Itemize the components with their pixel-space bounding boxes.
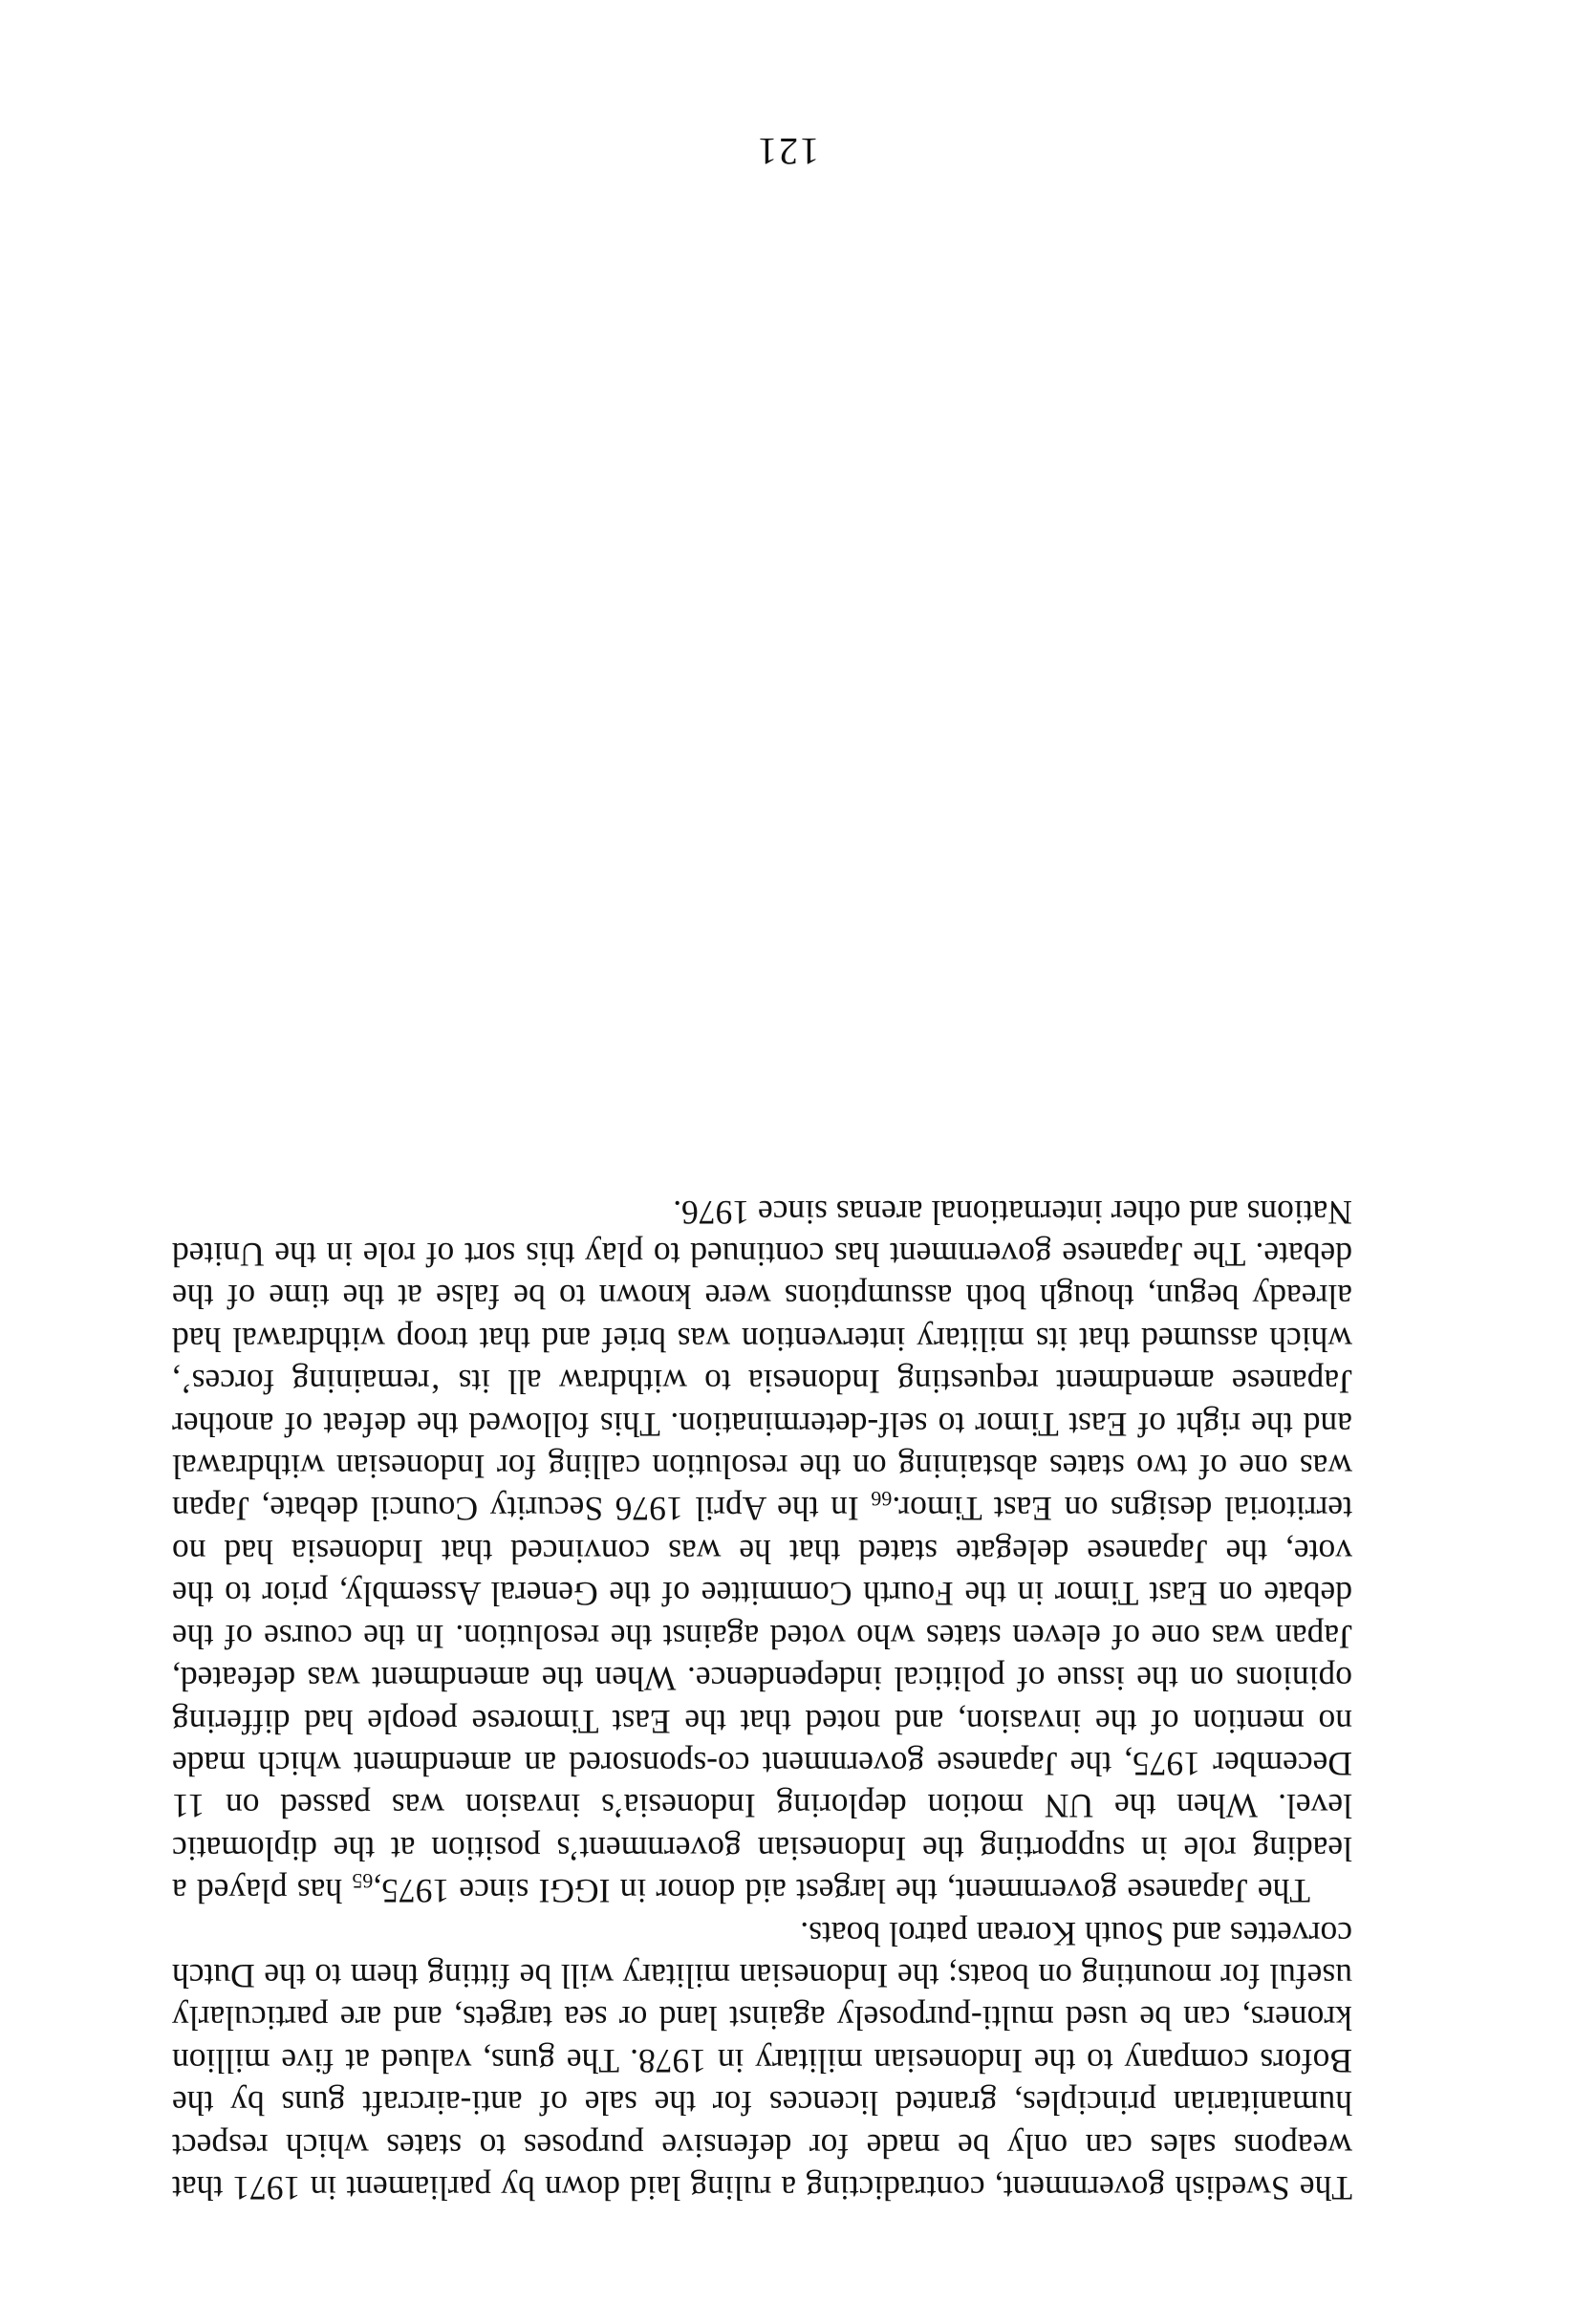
paragraph-swedish-arms-sales: The Swedish government, contradicting a ruling laid down by parliament in 1971 that weapons sales can only be made for defensive purposes to states which respect humanitarian principles, granted licences for the sale of anti-aircraft guns by the Bofors company to the Indonesian military in 1978. The guns, valued at five million kroners, can be used multi-purposely against land or sea targets, and are particularly useful for mounting on boats; the Indonesian military will be fitting them to the Dutch corvettes and South Korean patrol boats. xyxy=(172,1914,1352,2207)
footnote-marker: 65 xyxy=(352,1869,374,1894)
paragraph-text-part: has played a leading role in supporting the Indonesian government’s position at the diplomatic level. When the UN motion deploring Indonesia’s invasion was passed on 11 December 1975, the Japanese government co-sponsored an amendment which made no mention of the invasion, and noted that the East Timorese people had differing opinions on the issue of political independence. When the amendment was defeated, Japan was one of eleven states who voted against the resolution. In the course of the debate on East Timor in the Fourth Committee of the General Assembly, prior to the vote, the Japanese delegate stated that he was convinced that Indonesia had no territorial designs on East Timor. xyxy=(172,1490,1352,1911)
paragraph-text-part: In the April 1976 Security Council debate, Japan was one of two states abstaining on the resolution calling for Indonesian withdrawal and the right of East Timor to self-determination. This followed the defeat of another Japanese amendment requesting Indonesia to withdraw all its ‘remaining forces’, which assumed that its military intervention was brief and that troop withdrawal had already begun, though both assumptions were known to be false at the time of the debate. The Japanese government has continued to play this sort of role in the United Nations and other international arenas since 1976. xyxy=(172,1193,1352,1529)
paragraph-text-part: The Japanese government, the largest aid donor in IGGI since 1975, xyxy=(373,1872,1310,1911)
body-text xyxy=(172,1191,1352,2209)
footnote-marker: 66 xyxy=(871,1487,893,1512)
page-number: 121 xyxy=(756,130,819,173)
paragraph-japanese-government xyxy=(172,1191,1352,1912)
